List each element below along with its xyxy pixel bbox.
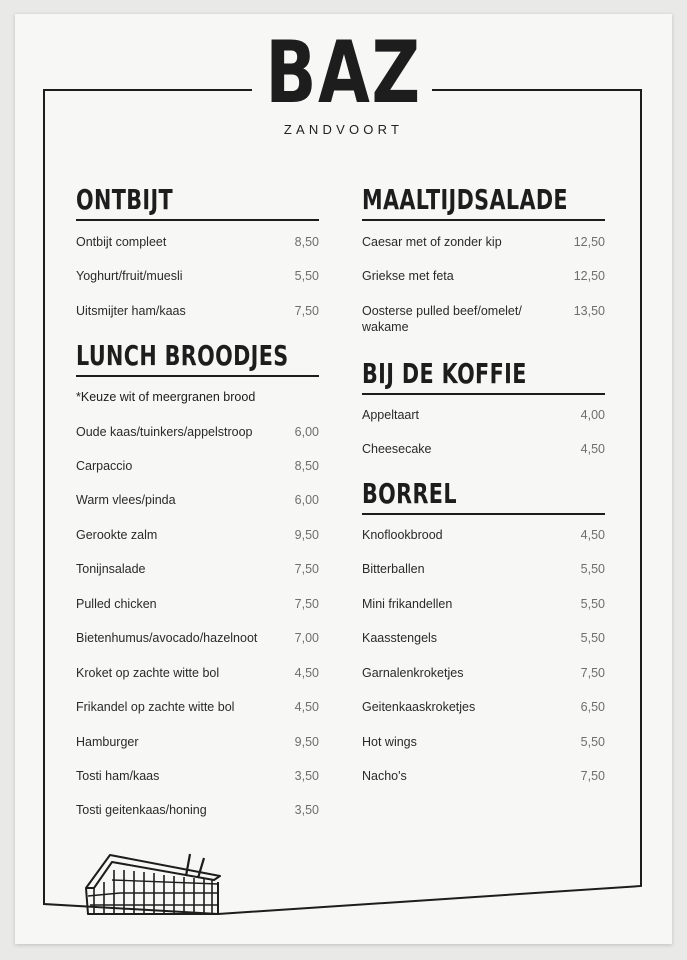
section-title: BIJ DE KOFFIE xyxy=(362,357,527,390)
section-divider xyxy=(76,375,319,377)
bread-choice-note: *Keuze wit of meergranen brood xyxy=(76,389,256,404)
menu-item xyxy=(362,234,605,250)
item-price: 4,50 xyxy=(294,700,319,714)
item-name: Nacho's xyxy=(362,769,407,783)
item-price: 13,50 xyxy=(573,304,605,318)
section-bij-de-koffie xyxy=(362,358,605,395)
menu-item xyxy=(76,802,319,818)
item-price: 5,50 xyxy=(580,735,605,749)
item-price: 4,50 xyxy=(580,528,605,542)
item-name: Kroket op zachte witte bol xyxy=(76,666,220,680)
item-price: 6,00 xyxy=(294,425,319,439)
item-name: Griekse met feta xyxy=(362,269,454,283)
menu-item xyxy=(76,768,319,784)
brand-logo xyxy=(220,23,467,137)
menu-item xyxy=(362,665,605,681)
menu-item xyxy=(76,665,319,681)
item-name: Appeltaart xyxy=(362,408,419,422)
item-price: 4,50 xyxy=(294,666,319,680)
menu-item xyxy=(76,458,319,474)
item-price: 8,50 xyxy=(294,459,319,473)
menu-item xyxy=(362,561,605,577)
section-borrel xyxy=(362,478,605,515)
menu-item xyxy=(76,734,319,750)
brand-location: ZANDVOORT xyxy=(283,122,404,137)
item-name: Bitterballen xyxy=(362,562,425,576)
menu-item xyxy=(362,734,605,750)
item-name: Bietenhumus/avocado/hazelnoot xyxy=(76,631,258,645)
item-name: Kaasstengels xyxy=(362,631,438,645)
item-price: 7,50 xyxy=(580,769,605,783)
menu-item xyxy=(362,441,605,457)
section-divider xyxy=(362,393,605,395)
section-title: MAALTIJDSALADE xyxy=(362,183,568,216)
section-divider xyxy=(76,219,319,221)
item-name: Gerookte zalm xyxy=(76,528,158,542)
item-name: Knoflookbrood xyxy=(362,528,443,542)
item-price: 9,50 xyxy=(294,528,319,542)
menu-item xyxy=(362,630,605,646)
item-name: Tosti geitenkaas/honing xyxy=(76,803,207,817)
menu-item xyxy=(362,268,605,284)
section-divider xyxy=(362,513,605,515)
item-price: 5,50 xyxy=(294,269,319,283)
menu-item xyxy=(76,234,319,250)
menu-item xyxy=(76,561,319,577)
item-name: Oude kaas/tuinkers/appelstroop xyxy=(76,425,253,439)
item-name: Uitsmijter ham/kaas xyxy=(76,304,186,318)
section-maaltijdsalade xyxy=(362,184,605,221)
item-name: Frikandel op zachte witte bol xyxy=(76,700,235,714)
menu-item xyxy=(76,596,319,612)
item-name: Hamburger xyxy=(76,735,139,749)
section-ontbijt xyxy=(76,184,319,221)
item-price: 7,50 xyxy=(294,304,319,318)
item-name: Tosti ham/kaas xyxy=(76,769,160,783)
item-name: Warm vlees/pinda xyxy=(76,493,176,507)
item-name: Carpaccio xyxy=(76,459,133,473)
item-name: Geitenkaaskroketjes xyxy=(362,700,476,714)
item-name: Cheesecake xyxy=(362,442,432,456)
item-name: Pulled chicken xyxy=(76,597,157,611)
menu-item xyxy=(362,699,605,715)
building-icon xyxy=(86,854,220,914)
menu-item xyxy=(76,424,319,440)
menu-item xyxy=(362,768,605,784)
menu-item xyxy=(76,492,319,508)
item-price: 7,50 xyxy=(580,666,605,680)
item-name: Tonijnsalade xyxy=(76,562,146,576)
menu-item xyxy=(76,527,319,543)
section-title: LUNCH BROODJES xyxy=(76,339,289,372)
item-name: Garnalenkroketjes xyxy=(362,666,464,680)
item-price: 5,50 xyxy=(580,562,605,576)
item-price: 7,50 xyxy=(294,597,319,611)
section-divider xyxy=(362,219,605,221)
item-price: 3,50 xyxy=(294,769,319,783)
menu-item xyxy=(362,527,605,543)
menu-item xyxy=(76,699,319,715)
item-name: Yoghurt/fruit/muesli xyxy=(76,269,183,283)
item-price: 4,00 xyxy=(580,408,605,422)
item-price: 7,00 xyxy=(294,631,319,645)
item-name: Caesar met of zonder kip xyxy=(362,235,502,249)
menu-item xyxy=(362,596,605,612)
item-price: 8,50 xyxy=(294,235,319,249)
item-price: 3,50 xyxy=(294,803,319,817)
item-name: Ontbijt compleet xyxy=(76,235,167,249)
section-title: BORREL xyxy=(362,477,457,510)
item-price: 6,00 xyxy=(294,493,319,507)
item-name: Mini frikandellen xyxy=(362,597,453,611)
menu-item xyxy=(76,303,319,319)
item-price: 4,50 xyxy=(580,442,605,456)
section-title: ONTBIJT xyxy=(76,183,174,216)
menu-item xyxy=(76,630,319,646)
section-lunch-broodjes xyxy=(76,340,319,404)
item-price: 6,50 xyxy=(580,700,605,714)
menu-item xyxy=(76,268,319,284)
brand-name: BAZ xyxy=(265,23,422,123)
item-price: 5,50 xyxy=(580,631,605,645)
menu-item xyxy=(362,407,605,423)
item-price: 12,50 xyxy=(573,269,605,283)
item-name: Hot wings xyxy=(362,735,417,749)
item-name: Oosterse pulled beef/omelet/ wakame xyxy=(362,304,522,334)
item-price: 5,50 xyxy=(580,597,605,611)
item-price: 7,50 xyxy=(294,562,319,576)
item-price: 12,50 xyxy=(573,235,605,249)
item-price: 9,50 xyxy=(294,735,319,749)
menu-item xyxy=(362,303,605,335)
